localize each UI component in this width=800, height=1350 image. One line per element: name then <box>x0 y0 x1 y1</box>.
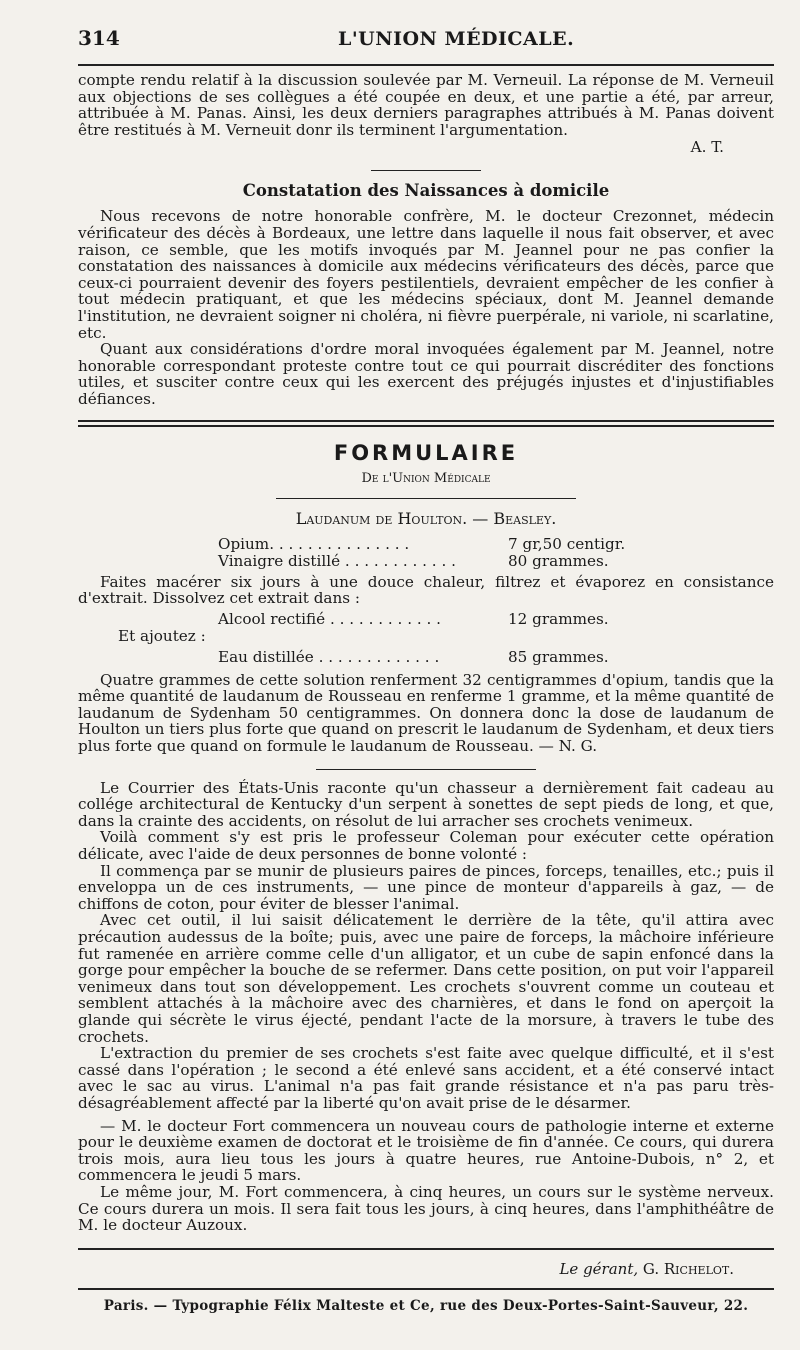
ingredient-amount: 7 gr,50 centigr. <box>508 534 626 553</box>
courrier-paragraph-5: L'extraction du premier de ses crochets s'est faite avec quelque difficulté, et il s'est cassé dans l'opération ; le second a été enlevé sans accident, et a été conservé intact avec le sac au virus. L'animal n'a pas fait grande résistance et n'a pas paru très-désagréablement affecté par la liberté qu'on avait prise de le désarmer. <box>78 1044 774 1112</box>
recipe-title: Laudanum de Houlton. — Beasley. <box>295 508 557 528</box>
header-rule <box>78 64 774 66</box>
ingredient-amount: 85 grammes. <box>508 647 609 666</box>
imprint: Paris. — Typographie Félix Malteste et Ce, rue des Deux-Portes-Saint-Sauveur, 22. <box>103 1297 749 1314</box>
ajoutez-label: Et ajoutez : <box>118 626 206 645</box>
intro-paragraph: compte rendu relatif à la discussion soulevée par M. Verneuil. La réponse de M. Verneuil aux objections de ses collègues a été coupée en deux, et une partie a été, par arreur, attribuée à M. Panas. Ainsi, les deux derniers paragraphes attribués à M. Panas doivent être restitués à M. Verneuit donr ils terminent l'argumentation. <box>78 71 774 139</box>
page-number: 314 <box>78 26 120 50</box>
intro-signature: A. T. <box>690 138 724 157</box>
ingredient-name: Alcool rectifié . . . . . . . . . . . . <box>218 609 441 628</box>
separator-rule <box>371 170 481 171</box>
section-double-rule <box>78 420 774 427</box>
courrier-paragraph-3: Il commença par se munir de plusieurs paires de pinces, forceps, tenailles, etc.; puis il enveloppa un de ces instruments, — une pince de monteur d'appareils à gaz, — de chiffons de coton, pour éviter de blesser l'animal. <box>78 861 774 913</box>
ingredient-name: Vinaigre distillé . . . . . . . . . . . . <box>218 551 456 570</box>
gerant-line <box>78 1260 774 1278</box>
ingredient-row <box>78 553 774 570</box>
imprint-rule <box>78 1288 774 1290</box>
courrier-paragraph-1: Le Courrier des États-Unis raconte qu'un chasseur a dernièrement fait cadeau au collége architectural de Kentucky d'un serpent à sonettes de sept pieds de long, et que, dans la crainte des accidents, on résolut de lui arracher ses crochets venimeux. <box>78 778 774 830</box>
separator-rule <box>316 769 536 770</box>
ingredient-row <box>78 536 774 553</box>
formulaire-subtitle: De l'Union Médicale <box>361 470 491 486</box>
recipe-instruction: Faites macérer six jours à une douce chaleur, filtrez et évaporez en consistance d'extrait. Dissolvez cet extrait dans : <box>78 572 774 608</box>
naissances-title: Constatation des Naissances à domicile <box>242 181 610 201</box>
ingredient-name: Opium. . . . . . . . . . . . . . . <box>218 534 410 553</box>
ingredient-row <box>78 649 774 666</box>
fort-paragraph-1: — M. le docteur Fort commencera un nouveau cours de pathologie interne et externe pour le deuxième examen de doctorat et le troisième de fin d'année. Ce cours, qui durera trois mois, aura lieu tous les jours à quatre heures, rue Antoine-Dubois, n° 2, et commencera le jeudi 5 mars. <box>78 1116 774 1185</box>
naissances-paragraph-1: Nous recevons de notre honorable confrère, M. le docteur Crezonnet, médecin vérificateur des décès à Bordeaux, une lettre dans laquelle il nous fait observer, et avec raison, ce semble, que les motifs invoqués par M. Jeannel pour ne pas confier la constatation des naissances à domicile aux médecins vérificateurs des décès, parce que ceux-ci pourraient devenir des foyers pestilentiels, devraient empêcher de les confier à tout médecin pratiquant, et que les médecins spéciaux, dont M. Jeannel demande l'institution, ne devraient soigner ni choléra, ni fièvre puerpérale, ni variole, ni scarlatine, etc. <box>78 207 774 342</box>
courrier-paragraph-4: Avec cet outil, il lui saisit délicatement le derrière de la tête, qu'il attira avec précaution audessus de la boîte; puis, avec une paire de forceps, la mâchoire inférieure fut ramenée en arrière comme celle d'un alligator, et un cube de sapin enfoncé dans la gorge pour empêcher la bouche de se refermer. Dans cette position, on put voir l'appareil venimeux dans tout son développement. Les crochets s'ouvrent comme un couteau et semblent attachés à la mâchoire avec des charnières, et dans le fond on aperçoit la glande qui sécrète le virus éjecté, pendant l'acte de la morsure, à travers le tube des crochets. <box>78 911 774 1046</box>
ingredient-row <box>78 611 774 628</box>
courrier-paragraph-2: Voilà comment s'y est pris le professeur Coleman pour exécuter cette opération délicate, avec l'aide de deux personnes de bonne volonté : <box>78 828 774 864</box>
recipe-note: Quatre grammes de cette solution renferment 32 centigrammes d'opium, tandis que la même quantité de laudanum de Rousseau en renferme 1 gramme, et la même quantité de laudanum de Sydenham 50 centigrammes. On donnera donc la dose de laudanum de Houlton un tiers plus forte que quand on prescrit le laudanum de Sydenham, et deux tiers plus forte que quand on formule le laudanum de Rousseau. — N. G. <box>78 670 774 756</box>
ingredient-name: Eau distillée . . . . . . . . . . . . . <box>218 647 440 666</box>
gerant-name: G. Richelot. <box>642 1259 734 1278</box>
formulaire-title: FORMULAIRE <box>333 440 519 465</box>
naissances-paragraph-2: Quant aux considérations d'ordre moral invoquées également par M. Jeannel, notre honorable correspondant proteste contre tout ce qui pourrait discréditer des fonctions utiles, et susciter contre ceux qui les exercent des préjugés injustes et d'injustifiables défiances. <box>78 340 774 408</box>
running-head <box>78 26 774 60</box>
fort-paragraph-2: Le même jour, M. Fort commencera, à cinq heures, un cours sur le système nerveux. Ce cours durera un mois. Il sera fait tous les jours, à cinq heures, dans l'amphithéâtre de M. le docteur Auzoux. <box>78 1182 774 1235</box>
intro-signature-row <box>78 138 774 156</box>
ingredient-amount: 80 grammes. <box>508 551 609 570</box>
footer-rule <box>78 1248 774 1250</box>
journal-title: L'UNION MÉDICALE. <box>338 28 575 50</box>
gerant-label: Le gérant, <box>559 1259 639 1278</box>
formulaire-rule <box>276 498 576 499</box>
ingredient-amount: 12 grammes. <box>508 609 609 628</box>
